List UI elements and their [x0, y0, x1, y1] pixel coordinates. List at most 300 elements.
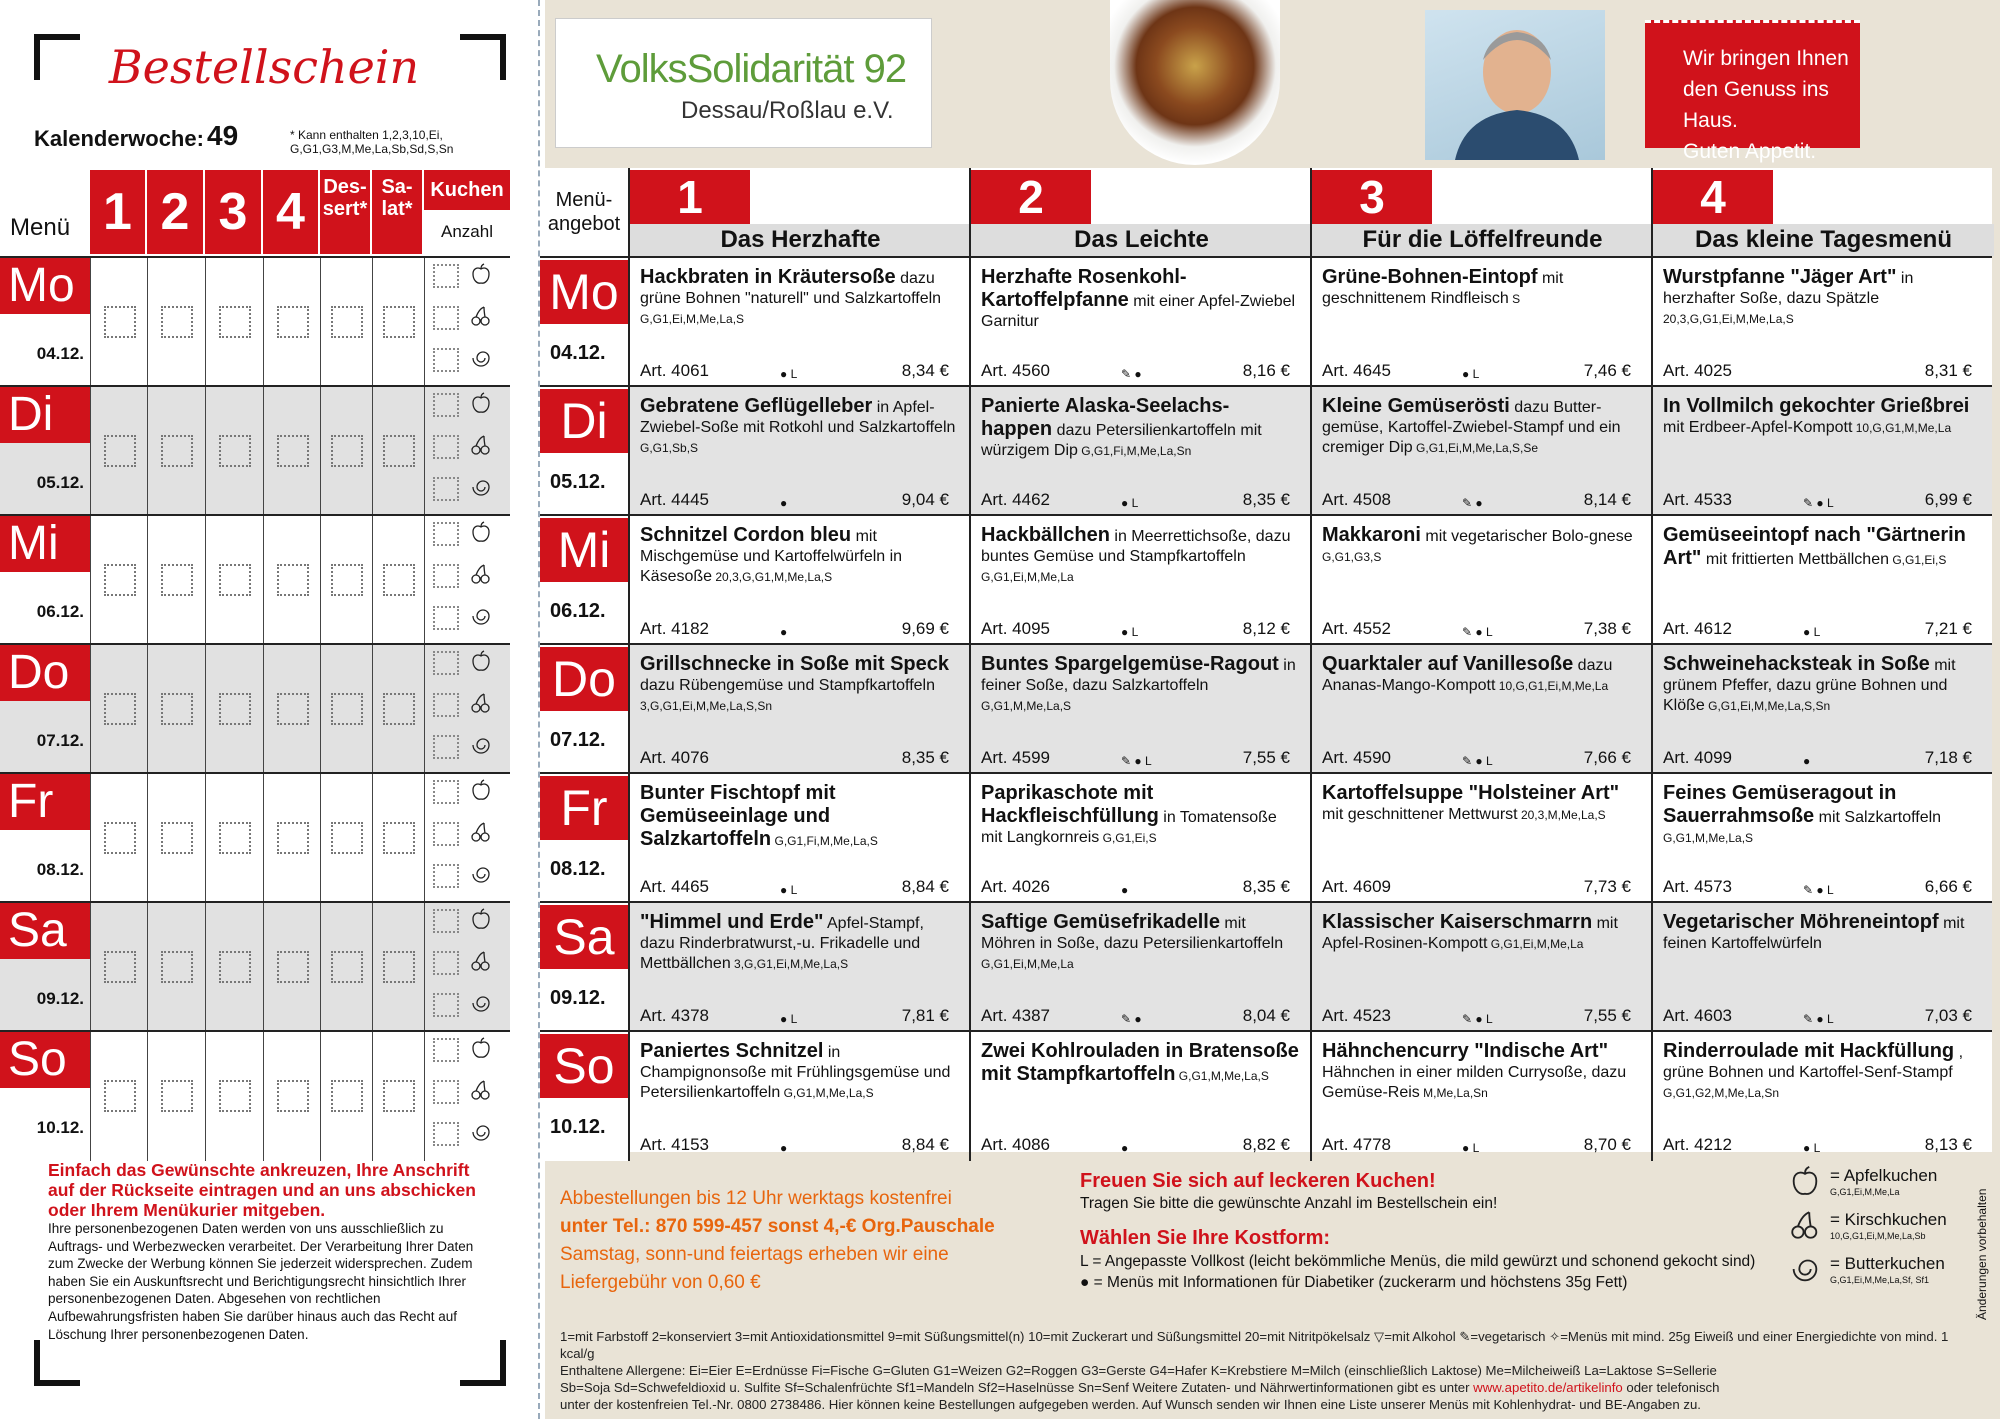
menu-item — [1651, 387, 1992, 516]
order-day — [0, 387, 90, 516]
checkbox-menu-2[interactable] — [161, 822, 193, 854]
menu-item-article: Art. 4599 — [981, 748, 1050, 767]
menu-item — [1310, 387, 1651, 516]
menu-item-price: 7,03 € — [1924, 1006, 1972, 1025]
menu-column-number: 4 — [1653, 170, 1773, 224]
cake-subtitle: Tragen Sie bitte die gewünschte Anzahl im Bestellschein ein! — [1080, 1195, 1498, 1212]
order-row-mi — [0, 514, 510, 645]
checkbox-dessert[interactable] — [331, 564, 363, 596]
menu-item-article: Art. 4465 — [640, 877, 709, 896]
cherry-icon — [469, 1078, 493, 1102]
menu-item-symbols: ● — [1803, 754, 1811, 768]
checkbox-menu-2[interactable] — [161, 435, 193, 467]
menu-item-article: Art. 4076 — [640, 748, 709, 767]
checkbox-menu-4[interactable] — [277, 822, 309, 854]
checkbox-salat[interactable] — [383, 1080, 415, 1112]
menu-day — [540, 645, 628, 774]
checkbox-menu-1[interactable] — [104, 435, 136, 467]
menu-item-price: 8,84 € — [901, 877, 949, 896]
menu-day-date: 10.12. — [550, 1116, 606, 1138]
menu-item — [969, 516, 1310, 645]
menu-item-price: 8,04 € — [1242, 1006, 1290, 1025]
menu-item-footer — [981, 877, 1290, 897]
menu-item-price: 7,38 € — [1583, 619, 1631, 638]
cake-count-butter-cake[interactable] — [433, 477, 459, 501]
apple-icon — [469, 778, 493, 802]
apple-icon — [469, 1036, 493, 1060]
cell-menu-1 — [90, 516, 148, 645]
menu-item-article: Art. 4387 — [981, 1006, 1050, 1025]
menu-item-footer — [981, 1135, 1290, 1155]
cell-menu-1 — [90, 258, 148, 387]
menu-item-article: Art. 4153 — [640, 1135, 709, 1154]
cell-menu-3 — [205, 516, 264, 645]
instructions-lead: Einfach das Gewünschte ankreuzen, Ihre Anschrift auf der Rückseite eintragen und an uns abschicken oder Ihrem Menükurier mitgeben. — [48, 1160, 476, 1220]
slogan-line-2: den Genuss ins Haus. — [1683, 78, 1829, 132]
menu-item-description — [981, 782, 1300, 868]
cake-count-apple[interactable] — [433, 264, 459, 288]
footnotes — [560, 1328, 1980, 1413]
cell-dessert — [320, 387, 373, 516]
menu-item-symbols: ● L — [1803, 1141, 1821, 1155]
checkbox-salat[interactable] — [383, 435, 415, 467]
artikelinfo-link[interactable]: www.apetito.de/artikelinfo — [1473, 1380, 1623, 1395]
checkbox-menu-1[interactable] — [104, 306, 136, 338]
checkbox-salat[interactable] — [383, 951, 415, 983]
order-day-name: Sa — [0, 903, 90, 959]
checkbox-menu-3[interactable] — [219, 693, 251, 725]
menu-item-title: Feines Gemüseragout in Sauerrahmsoße — [1663, 782, 1897, 827]
menu-column-name: Das Herzhafte — [630, 224, 971, 256]
menu-item — [1310, 903, 1651, 1032]
cake-count-apple[interactable] — [433, 651, 459, 675]
menu-item-codes: 20,3,G,G1,M,Me,La,S — [712, 570, 833, 584]
menu-item-price: 8,84 € — [901, 1135, 949, 1154]
menu-item-title: Buntes Spargelgemüse-Ragout — [981, 653, 1279, 675]
cell-menu-1 — [90, 774, 148, 903]
cake-count-butter-cake[interactable] — [433, 348, 459, 372]
order-day-name: Fr — [0, 774, 90, 830]
checkbox-salat[interactable] — [383, 822, 415, 854]
cell-menu-1 — [90, 903, 148, 1032]
cake-count-cherry[interactable] — [433, 822, 459, 846]
menu-item-article: Art. 4212 — [1663, 1135, 1732, 1154]
changes-reserved: Änderungen vorbehalten — [1975, 1188, 1989, 1320]
menu-day-date: 09.12. — [550, 987, 606, 1009]
menu-day-name: Mo — [540, 260, 628, 324]
cherry-icon — [469, 949, 493, 973]
menu-item-description — [1322, 653, 1641, 739]
menu-item-symbols: ● L — [780, 1012, 798, 1026]
menu-item-footer — [1322, 748, 1631, 768]
menu-item-codes: G,G1,Fi,M,Me,La,S — [771, 834, 878, 848]
menu-item-footer — [1663, 361, 1972, 381]
checkbox-menu-1[interactable] — [104, 822, 136, 854]
cake-count-cherry[interactable] — [433, 435, 459, 459]
menu-item-price: 8,82 € — [1242, 1135, 1290, 1154]
order-day-date: 06.12. — [36, 602, 84, 621]
butter-cake-icon — [469, 733, 493, 757]
order-day — [0, 1032, 90, 1161]
cancellation-line-2: unter Tel.: 870 599-457 sonst 4,-€ Org.Pauschale — [560, 1216, 995, 1237]
menu-item-description — [981, 395, 1300, 481]
order-form-title: Bestellschein — [108, 40, 420, 94]
header-col-4: 4 — [263, 170, 318, 254]
order-form — [0, 0, 528, 1419]
menu-item-description — [640, 653, 959, 739]
cell-menu-3 — [205, 645, 264, 774]
menu-item-footer — [1322, 1006, 1631, 1026]
menu-row-sa — [540, 901, 1992, 1032]
menu-item-footer — [1663, 619, 1972, 639]
cancellation-line-1: Abbestellungen bis 12 Uhr werktags kostenfrei — [560, 1188, 952, 1209]
butter-cake-icon — [469, 604, 493, 628]
cell-menu-2 — [147, 258, 206, 387]
week-number: 49 — [207, 120, 239, 151]
cell-menu-3 — [205, 774, 264, 903]
menu-item-article: Art. 4590 — [1322, 748, 1391, 767]
checkbox-menu-4[interactable] — [277, 564, 309, 596]
menu-item-symbols: ● — [1121, 1141, 1129, 1155]
menu-day — [540, 258, 628, 387]
menu-item — [1310, 258, 1651, 387]
menu-day — [540, 774, 628, 903]
menu-item-article: Art. 4778 — [1322, 1135, 1391, 1154]
menu-item-title: Wurstpfanne "Jäger Art" — [1663, 266, 1897, 288]
checkbox-menu-3[interactable] — [219, 306, 251, 338]
menu-column-name: Das Leichte — [971, 224, 1312, 256]
menu-item-title: Grillschnecke in Soße mit Speck — [640, 653, 950, 675]
cell-menu-2 — [147, 903, 206, 1032]
menu-item-article: Art. 4560 — [981, 361, 1050, 380]
apple-icon — [469, 649, 493, 673]
menu-item-text: in Meerrettichsoße, dazu buntes Gemüse und Stampfkartoffeln — [981, 528, 1291, 565]
menu-item-description — [640, 395, 959, 481]
menu-item-text: dazu Rübengemüse und Stampfkartoffeln — [640, 677, 936, 694]
checkbox-dessert[interactable] — [331, 822, 363, 854]
slogan-box — [1645, 20, 1860, 163]
cherry-icon — [469, 820, 493, 844]
menu-item-footer — [981, 619, 1290, 639]
menu-row-mo — [540, 256, 1992, 387]
menu-item — [969, 645, 1310, 774]
checkbox-salat[interactable] — [383, 564, 415, 596]
menu-item-footer — [1663, 877, 1972, 897]
cake-count-butter-cake[interactable] — [433, 993, 459, 1017]
cake-count-butter-cake[interactable] — [433, 606, 459, 630]
menu-item-price: 7,21 € — [1924, 619, 1972, 638]
menu-day-name: Mi — [540, 518, 628, 582]
checkbox-menu-1[interactable] — [104, 564, 136, 596]
header-col-3: 3 — [205, 170, 261, 254]
menu-item-description — [640, 524, 959, 610]
cell-dessert — [320, 1032, 373, 1161]
menu-item — [1651, 903, 1992, 1032]
cell-menu-3 — [205, 1032, 264, 1161]
checkbox-menu-1[interactable] — [104, 1080, 136, 1112]
menu-item-codes: G,G1,Sb,S — [640, 441, 699, 455]
menu-item — [1651, 258, 1992, 387]
menu-item-description — [640, 911, 959, 997]
cell-menu-1 — [90, 645, 148, 774]
menu-row-mi — [540, 514, 1992, 645]
instructions-body: Ihre personenbezogenen Daten werden von uns ausschließlich zu Auftrags- und Werbezwecken verarbeitet. Der Verarbeitung Ihrer Daten zum Zwecke der Werbung können Sie jederzeit widersprechen. Zudem haben Sie ein Auskunftsrecht und Berichtigungsrecht hinsichtlich Ihrer personenbezogenen Daten. Abgesehen von rechtlichen Aufbewahrungsfristen haben Sie darüber hinaus auch das Recht auf Löschung Ihrer personenbezogenen Daten. — [48, 1221, 474, 1342]
menu-item-description — [1322, 1040, 1641, 1126]
brand-logo — [555, 18, 932, 148]
cake-count-cherry[interactable] — [433, 693, 459, 717]
menu-item-description — [1322, 395, 1641, 481]
checkbox-menu-2[interactable] — [161, 564, 193, 596]
checkbox-menu-1[interactable] — [104, 951, 136, 983]
menu-item-article: Art. 4645 — [1322, 361, 1391, 380]
menu-item-codes: G,G1,M,Me,La,S — [1175, 1069, 1269, 1083]
menu-item-codes: G,G1,Ei,M,Me,La — [1487, 937, 1584, 951]
menu-item-price: 7,73 € — [1583, 877, 1631, 896]
menu-item-symbols: ✎ ● L — [1462, 625, 1493, 639]
checkbox-menu-1[interactable] — [104, 693, 136, 725]
slogan-line-3: Guten Appetit. — [1683, 140, 1817, 163]
menu-item-description — [1322, 524, 1641, 610]
checkbox-menu-2[interactable] — [161, 951, 193, 983]
menu-item-title: Hähnchencurry "Indische Art" — [1322, 1040, 1609, 1062]
cell-salat — [372, 1032, 425, 1161]
cell-kuchen — [424, 1032, 511, 1161]
order-day — [0, 258, 90, 387]
menu-item-article: Art. 4462 — [981, 490, 1050, 509]
menu-item-footer — [981, 748, 1290, 768]
menu-item-codes: G,G1,Ei,M,Me,La,S,Se — [1412, 441, 1539, 455]
header-kuchen: Kuchen Anzahl — [424, 170, 510, 254]
cake-count-apple[interactable] — [433, 393, 459, 417]
order-day-date: 10.12. — [36, 1118, 84, 1137]
butter-cake-icon — [469, 475, 493, 499]
menu-item-title: "Himmel und Erde" — [640, 911, 824, 933]
cell-dessert — [320, 774, 373, 903]
cake-count-apple[interactable] — [433, 909, 459, 933]
cell-salat — [372, 516, 425, 645]
checkbox-menu-4[interactable] — [277, 306, 309, 338]
menu-column-number: 1 — [630, 170, 750, 224]
checkbox-menu-2[interactable] — [161, 306, 193, 338]
checkbox-salat[interactable] — [383, 306, 415, 338]
menu-item-article: Art. 4603 — [1663, 1006, 1732, 1025]
menu-item-text: Apfel-Stampf, dazu Rinderbratwurst,-u. Frikadelle und Mettbällchen — [640, 915, 924, 972]
checkbox-dessert[interactable] — [331, 1080, 363, 1112]
checkbox-menu-2[interactable] — [161, 693, 193, 725]
cake-count-apple[interactable] — [433, 522, 459, 546]
menu-item-title: Schnitzel Cordon bleu — [640, 524, 852, 546]
cake-count-cherry[interactable] — [433, 1080, 459, 1104]
menu-item-text: in feiner Soße, dazu Salzkartoffeln — [981, 657, 1296, 694]
menu-item-article: Art. 4025 — [1663, 361, 1732, 380]
checkbox-menu-4[interactable] — [277, 1080, 309, 1112]
menu-item-title: Grüne-Bohnen-Eintopf — [1322, 266, 1538, 288]
menu-item-price: 7,18 € — [1924, 748, 1972, 767]
menu-table — [540, 168, 1992, 1155]
menu-item-price: 8,34 € — [901, 361, 949, 380]
menu-item-title: Paprikaschote mit Hackfleischfüllung — [981, 782, 1159, 827]
checkbox-menu-4[interactable] — [277, 951, 309, 983]
menu-item-footer — [981, 361, 1290, 381]
cell-menu-1 — [90, 1032, 148, 1161]
menu-day-name: Sa — [540, 905, 628, 969]
courier-photo — [1425, 10, 1605, 160]
food-photo — [1110, 0, 1280, 165]
cell-salat — [372, 774, 425, 903]
menu-item-article: Art. 4378 — [640, 1006, 709, 1025]
menu-item-codes: 10,G,G1,Ei,M,Me,La — [1495, 679, 1609, 693]
menu-row-do — [540, 643, 1992, 774]
cake-count-butter-cake[interactable] — [433, 735, 459, 759]
menu-day-name: Do — [540, 647, 628, 711]
order-day-date: 04.12. — [36, 344, 84, 363]
menu-item-text: dazu grüne Bohnen "naturell" und Salzkartoffeln — [640, 270, 942, 307]
checkbox-menu-2[interactable] — [161, 1080, 193, 1112]
menu-item-price: 8,12 € — [1242, 619, 1290, 638]
checkbox-menu-3[interactable] — [219, 822, 251, 854]
menu-item-footer — [1663, 1135, 1972, 1155]
order-table — [0, 170, 510, 1154]
menu-item-symbols: ✎ ● L — [1803, 883, 1834, 897]
cake-count-cherry[interactable] — [433, 306, 459, 330]
order-day — [0, 774, 90, 903]
menu-item-title: Kartoffelsuppe "Holsteiner Art" — [1322, 782, 1620, 804]
menu-item-text: mit grünem Pfeffer, dazu grüne Bohnen und Klöße — [1663, 657, 1956, 714]
checkbox-menu-3[interactable] — [219, 1080, 251, 1112]
cell-dessert — [320, 516, 373, 645]
menu-item-text: mit Salzkartoffeln — [1814, 809, 1942, 826]
logo-sub-text: Dessau/Roßlau e.V. — [681, 97, 894, 124]
may-contain-note: * Kann enthalten 1,2,3,10,Ei, G,G1,G3,M,Me,La,Sb,Sd,S,Sn — [290, 128, 454, 156]
order-day-name: Mo — [0, 258, 90, 314]
checkbox-menu-3[interactable] — [219, 951, 251, 983]
checkbox-menu-3[interactable] — [219, 435, 251, 467]
menu-item-price: 7,55 € — [1583, 1006, 1631, 1025]
menu-item — [969, 903, 1310, 1032]
menu-item-footer — [981, 490, 1290, 510]
menu-item-footer — [1322, 490, 1631, 510]
cell-menu-4 — [263, 516, 321, 645]
cell-salat — [372, 387, 425, 516]
menu-item-title: Kleine Gemüserösti — [1322, 395, 1510, 417]
cell-kuchen — [424, 387, 511, 516]
menu-item-symbols: ✎ ● L — [1803, 496, 1834, 510]
checkbox-menu-4[interactable] — [277, 693, 309, 725]
checkbox-dessert[interactable] — [331, 435, 363, 467]
menu-item-text: dazu Ananas-Mango-Kompott — [1322, 657, 1613, 694]
menu-item-price: 8,31 € — [1924, 361, 1972, 380]
menu-item-text: Hähnchen in einer milden Currysoße, dazu Gemüse-Reis — [1322, 1064, 1627, 1101]
menu-day-date: 08.12. — [550, 858, 606, 880]
menu-item-description — [1322, 266, 1641, 352]
menu-item-codes: G,G1,Ei,S — [1889, 553, 1947, 567]
menu-item-symbols: ● L — [780, 367, 798, 381]
menu-column-name: Das kleine Tagesmenü — [1653, 224, 1994, 256]
menu-item-codes: G,G1,G2,M,Me,La,Sn — [1663, 1086, 1780, 1100]
order-day-date: 05.12. — [36, 473, 84, 492]
menu-item-price: 8,14 € — [1583, 490, 1631, 509]
menu-item-footer — [640, 361, 949, 381]
menu-item-text: in Apfel-Zwiebel-Soße mit Rotkohl und Salzkartoffeln — [640, 399, 956, 436]
menu-item-symbols: ● L — [1121, 496, 1139, 510]
menu-item-price: 8,35 € — [901, 748, 949, 767]
checkbox-dessert[interactable] — [331, 693, 363, 725]
order-row-so — [0, 1030, 510, 1161]
menu-item-title: Gemüseeintopf nach "Gärtnerin Art" — [1663, 524, 1966, 569]
menu-item — [628, 516, 969, 645]
menu-item-footer — [1663, 490, 1972, 510]
menu-item-price: 8,13 € — [1924, 1135, 1972, 1154]
menu-item — [628, 1032, 969, 1161]
menu-item-article: Art. 4573 — [1663, 877, 1732, 896]
menu-item-title: Bunter Fischtopf mit Gemüseeinlage und Salzkartoffeln — [640, 782, 836, 850]
menu-item-article: Art. 4552 — [1322, 619, 1391, 638]
menu-item-article: Art. 4508 — [1322, 490, 1391, 509]
menu-row-di — [540, 385, 1992, 516]
cake-count-apple[interactable] — [433, 780, 459, 804]
menu-item-symbols: ✎ ● — [1462, 496, 1483, 510]
menu-item — [1651, 645, 1992, 774]
menu-row-fr — [540, 772, 1992, 903]
header-col-1: 1 — [90, 170, 145, 254]
menu-item-codes: G,G1,M,Me,La,S — [780, 1086, 874, 1100]
menu-item-price: 8,70 € — [1583, 1135, 1631, 1154]
menu-day-name: Di — [540, 389, 628, 453]
diet-dot-line: ● = Menüs mit Informationen für Diabetiker (zuckerarm und höchstens 35g Fett) — [1080, 1274, 1628, 1291]
cherry-icon — [469, 562, 493, 586]
order-row-di — [0, 385, 510, 516]
menu-item-footer — [1322, 361, 1631, 381]
cake-count-butter-cake[interactable] — [433, 1122, 459, 1146]
menu-item-symbols: ● L — [780, 883, 798, 897]
order-day — [0, 903, 90, 1032]
apple-icon — [469, 520, 493, 544]
cell-salat — [372, 903, 425, 1032]
checkbox-menu-3[interactable] — [219, 564, 251, 596]
cake-count-apple[interactable] — [433, 1038, 459, 1062]
checkbox-menu-4[interactable] — [277, 435, 309, 467]
cell-salat — [372, 258, 425, 387]
menu-item-symbols: ✎ ● — [1121, 1012, 1142, 1026]
checkbox-dessert[interactable] — [331, 306, 363, 338]
cell-menu-3 — [205, 258, 264, 387]
cake-count-cherry[interactable] — [433, 951, 459, 975]
order-day — [0, 516, 90, 645]
menu-item-article: Art. 4061 — [640, 361, 709, 380]
menu-item — [969, 774, 1310, 903]
menu-day-date: 07.12. — [550, 729, 606, 751]
menu-item-text: in Champignonsoße mit Frühlingsgemüse und Petersilienkartoffeln — [640, 1044, 951, 1101]
checkbox-dessert[interactable] — [331, 951, 363, 983]
cherry-icon — [1788, 1208, 1822, 1242]
menu-item-article: Art. 4095 — [981, 619, 1050, 638]
cherry-icon — [469, 691, 493, 715]
menu-item-text: in Tomatensoße mit Langkornreis — [981, 809, 1277, 846]
cake-count-butter-cake[interactable] — [433, 864, 459, 888]
menu-item-codes: G,G1,Ei,M,Me,La,S — [640, 312, 745, 326]
header-col-2: 2 — [147, 170, 203, 254]
cancellation-line-3: Samstag, sonn-und feiertags erheben wir eine — [560, 1244, 949, 1265]
menu-item — [969, 387, 1310, 516]
order-instructions — [48, 1160, 498, 1343]
menu-item — [628, 903, 969, 1032]
menu-item-description — [981, 1040, 1300, 1126]
cake-row-cherry: = Kirschkuchen 10,G,G1,Ei,M,Me,La,Sb — [1780, 1204, 1980, 1248]
checkbox-salat[interactable] — [383, 693, 415, 725]
menu-item-text: mit geschnittener Mettwurst — [1322, 806, 1518, 823]
menu-item-price: 8,16 € — [1242, 361, 1290, 380]
cake-count-cherry[interactable] — [433, 564, 459, 588]
